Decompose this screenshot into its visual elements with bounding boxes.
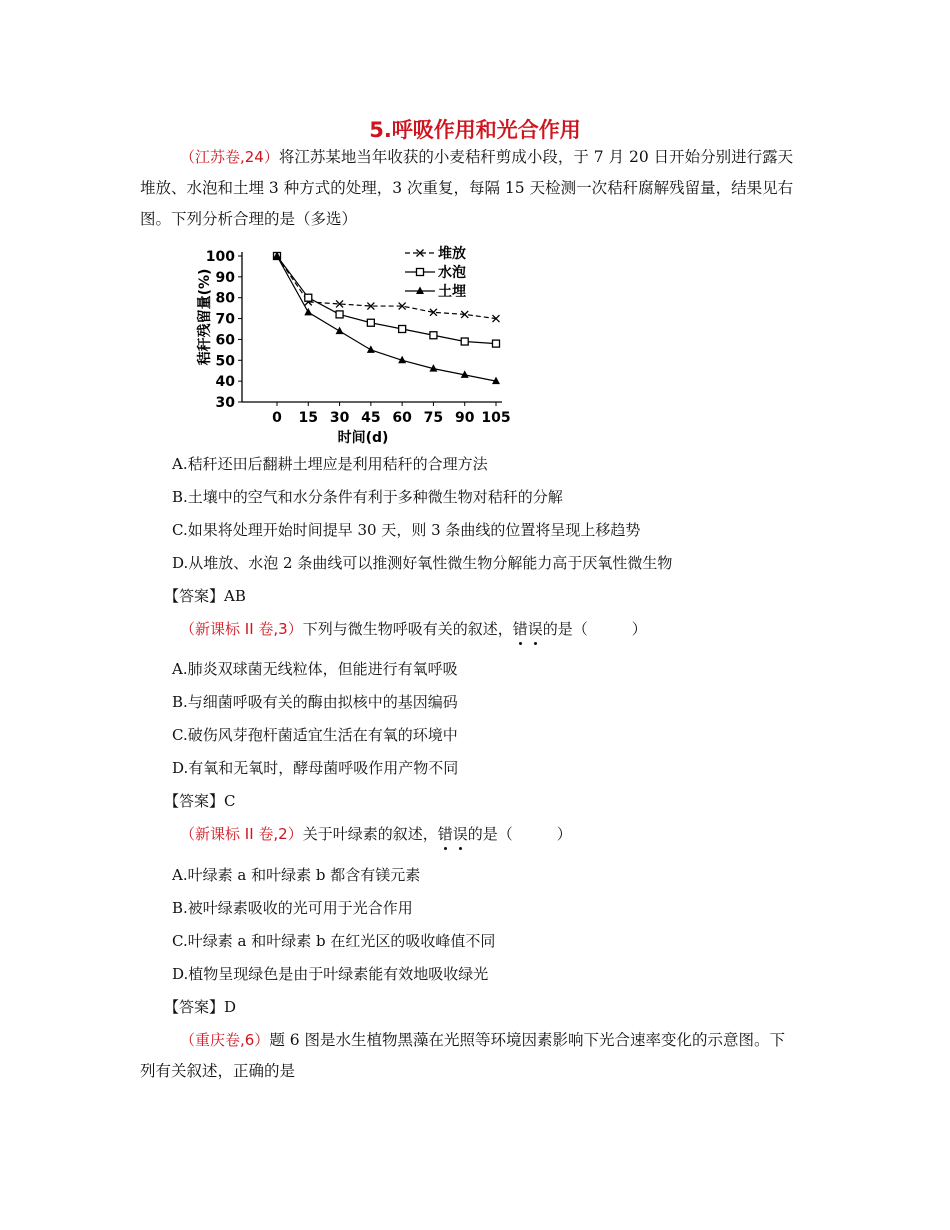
legend-label: 土埋 — [438, 284, 466, 300]
data-point — [399, 326, 406, 333]
x-tick-label: 30 — [329, 410, 350, 426]
x-tick-label: 15 — [298, 410, 319, 426]
x-tick-label: 105 — [481, 410, 511, 426]
question-1-stem — [140, 142, 812, 235]
x-tick-label: 90 — [454, 410, 475, 426]
question-2-source: （新课标 II 卷,3） — [180, 620, 303, 638]
question-4-line2: 列有关叙述，正确的是 — [140, 1062, 296, 1080]
residue-line-chart — [180, 242, 520, 452]
data-point — [367, 345, 375, 353]
question-1-option-d: D.从堆放、水泡 2 条曲线可以推测好氧性微生物分解能力高于厌氧性微生物 — [172, 554, 673, 572]
legend-marker — [417, 269, 424, 276]
y-tick-label: 40 — [215, 374, 235, 391]
question-2-answer: 【答案】C — [164, 792, 236, 810]
y-tick-label: 100 — [205, 249, 235, 265]
question-4-line1: 题 6 图是水生植物黑藻在光照等环境因素影响下光合速率变化的示意图。下 — [269, 1031, 786, 1049]
x-tick-label: 75 — [423, 410, 444, 426]
question-1-line2: 堆放、水泡和土埋 3 种方式的处理，3 次重复，每隔 15 天检测一次秸秆腐解残留量，结果见右 — [140, 179, 794, 197]
data-point — [305, 294, 312, 301]
y-axis-label: 秸秆残留量(%) — [197, 268, 213, 366]
emphasis-char: 误 — [527, 620, 543, 638]
emphasis-char: 误 — [452, 825, 468, 843]
question-4-source: （重庆卷,6） — [180, 1031, 270, 1049]
question-1-source: （江苏卷,24） — [180, 148, 279, 166]
question-3-answer: 【答案】D — [164, 998, 237, 1016]
y-tick-label: 50 — [215, 353, 235, 370]
question-3-option-a: A.叶绿素 a 和叶绿素 b 都含有镁元素 — [172, 866, 421, 884]
emphasis-char: 错 — [437, 825, 453, 843]
x-axis-label: 时间(d) — [337, 430, 389, 446]
question-1-line1: 将江苏某地当年收获的小麦秸秆剪成小段，于 7 月 20 日开始分别进行露天 — [278, 148, 794, 166]
question-3-stem — [180, 824, 572, 844]
question-1-option-c: C.如果将处理开始时间提早 30 天，则 3 条曲线的位置将呈现上移趋势 — [172, 521, 641, 539]
legend-label: 堆放 — [438, 246, 466, 262]
y-tick-label: 70 — [215, 311, 235, 328]
question-1-option-a: A.秸秆还田后翻耕土埋应是利用秸秆的合理方法 — [172, 455, 488, 473]
question-3-option-d: D.植物呈现绿色是由于叶绿素能有效地吸收绿光 — [172, 965, 489, 983]
data-point — [493, 340, 500, 347]
y-tick-label: 30 — [215, 395, 235, 411]
question-2-text: 下列与微生物呼吸有关的叙述， — [302, 620, 513, 638]
question-2-option-a: A.肺炎双球菌无线粒体，但能进行有氧呼吸 — [172, 660, 458, 678]
y-tick-label: 60 — [215, 332, 235, 349]
data-point — [336, 327, 344, 335]
question-2-option-d: D.有氧和无氧时，酵母菌呼吸作用产物不同 — [172, 759, 459, 777]
question-3-source: （新课标 II 卷,2） — [180, 825, 303, 843]
data-point — [430, 332, 437, 339]
question-2-option-c: C.破伤风芽孢杆菌适宜生活在有氧的环境中 — [172, 726, 458, 744]
question-1-option-b: B.土壤中的空气和水分条件有利于多种微生物对秸秆的分解 — [172, 488, 563, 506]
x-tick-label: 60 — [392, 410, 412, 426]
legend-label: 水泡 — [438, 265, 466, 281]
data-point — [304, 308, 312, 316]
legend-marker — [416, 287, 424, 295]
y-tick-label: 90 — [215, 269, 235, 286]
data-point — [367, 319, 374, 326]
question-3-text-after: 的是（ — [467, 825, 513, 843]
x-tick-label: 45 — [361, 410, 381, 426]
question-1-line3: 图。下列分析合理的是（多选） — [140, 210, 358, 228]
question-3-option-c: C.叶绿素 a 和叶绿素 b 在红光区的吸收峰值不同 — [172, 932, 496, 950]
emphasis-char: 错 — [512, 620, 528, 638]
x-tick-labels — [272, 410, 510, 426]
question-2-option-b: B.与细菌呼吸有关的酶由拟核中的基因编码 — [172, 693, 458, 711]
chart-legend — [405, 245, 466, 300]
data-point — [336, 311, 343, 318]
section-title: 5.呼吸作用和光合作用 — [369, 118, 581, 142]
question-3-close: ） — [556, 825, 572, 843]
data-point — [461, 338, 468, 345]
question-1-answer: 【答案】AB — [164, 587, 246, 605]
x-tick-label: 0 — [272, 410, 282, 426]
question-4-stem — [140, 1025, 812, 1087]
question-2-close: ） — [631, 620, 647, 638]
question-2-text-after: 的是（ — [542, 620, 588, 638]
question-2-stem — [180, 619, 647, 639]
question-3-option-b: B.被叶绿素吸收的光可用于光合作用 — [172, 899, 413, 917]
question-3-text: 关于叶绿素的叙述， — [302, 825, 438, 843]
y-tick-label: 80 — [215, 290, 235, 307]
